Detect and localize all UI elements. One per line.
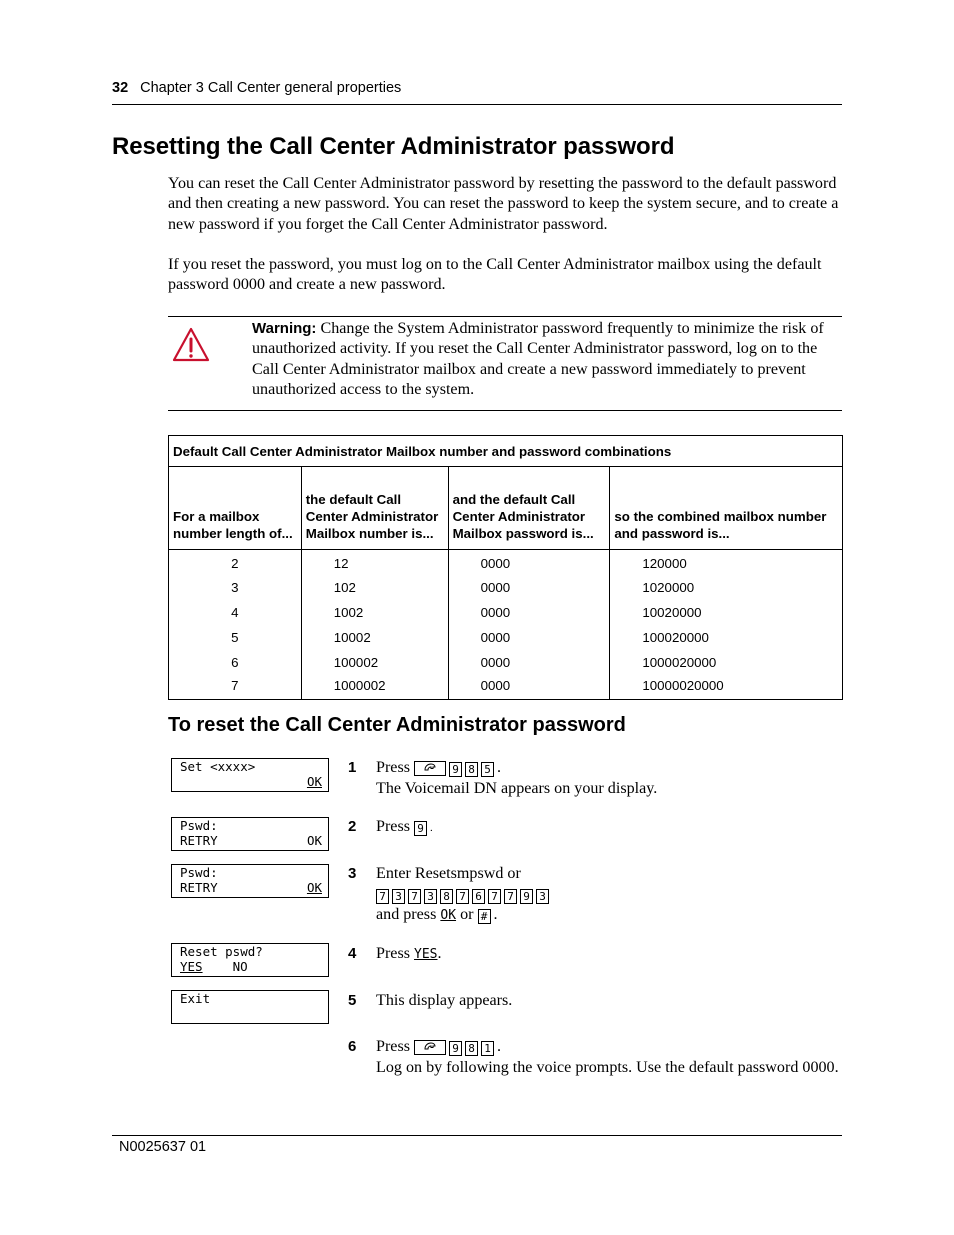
step-note: Log on by following the voice prompts. Use the default password 0000. xyxy=(376,1058,839,1076)
dial-key-sequence xyxy=(376,885,846,906)
dial-key-8[interactable]: 8 xyxy=(440,889,453,904)
table-cell: 1002 xyxy=(301,600,448,625)
table-cell: 100002 xyxy=(301,650,448,675)
dial-key-6[interactable]: 6 xyxy=(472,889,485,904)
step-punctuation: . xyxy=(497,759,502,776)
table-cell: 10020000 xyxy=(610,600,843,625)
table-cell: 0000 xyxy=(448,650,610,675)
table-row xyxy=(169,625,843,650)
step-punctuation: . xyxy=(497,1038,502,1055)
warning-label: Warning: xyxy=(252,320,317,337)
table-cell: 1000002 xyxy=(301,675,448,700)
footer-rule xyxy=(112,1135,842,1136)
warning-bottom-rule xyxy=(168,410,842,411)
dial-key-9[interactable]: 9 xyxy=(520,889,533,904)
table-row xyxy=(169,650,843,675)
table-cell: 0000 xyxy=(448,600,610,625)
ok-softkey-label[interactable]: OK xyxy=(440,908,457,924)
display-screen-step-1 xyxy=(171,758,329,792)
warning-text: Change the System Administrator password frequently to minimize the risk of unauthorized activity. If you reset the Call Center Administrator password, log on to the Call Center Administrator mailbox and create a new password immediately to prevent unauthorized access to the system. xyxy=(252,320,824,398)
display-text: Pswd: xyxy=(180,818,218,833)
table-cell: 102 xyxy=(301,575,448,600)
table-cell: 12 xyxy=(301,550,448,575)
display-text: Set <xxxx> xyxy=(180,759,256,774)
no-softkey[interactable]: NO xyxy=(232,959,248,974)
yes-softkey-label[interactable]: YES xyxy=(414,947,438,962)
warning-message xyxy=(252,319,844,400)
table-cell: 0000 xyxy=(448,575,610,600)
display-text: Exit xyxy=(180,991,211,1006)
table-cell: 6 xyxy=(169,650,302,675)
step-instruction: Press xyxy=(376,818,410,835)
dial-key-7[interactable]: 7 xyxy=(408,889,421,904)
step-instruction: or xyxy=(460,906,474,924)
hash-key[interactable]: # xyxy=(478,909,491,924)
step-number: 3 xyxy=(348,865,357,882)
display-text: Pswd: xyxy=(180,865,218,880)
column-header: For a mailbox number length of... xyxy=(169,467,302,550)
page-number: 32 xyxy=(112,80,129,96)
table-cell: 3 xyxy=(169,575,302,600)
column-header: so the combined mailbox number and password is... xyxy=(610,467,843,550)
step-number: 1 xyxy=(348,759,357,776)
ok-softkey[interactable]: OK xyxy=(306,880,322,895)
dial-key-8[interactable]: 8 xyxy=(465,1041,478,1056)
table-cell: 1020000 xyxy=(610,575,843,600)
dial-key-7[interactable]: 7 xyxy=(456,889,469,904)
dial-key-9[interactable]: 9 xyxy=(449,1041,462,1056)
table-cell: 2 xyxy=(169,550,302,575)
document-number: N0025637 01 xyxy=(119,1139,207,1155)
feature-key-icon[interactable] xyxy=(414,761,446,776)
step-1-text xyxy=(376,758,846,799)
step-2-text xyxy=(376,817,846,839)
procedure-title: To reset the Call Center Administrator password xyxy=(168,714,626,736)
dial-key-7[interactable]: 7 xyxy=(376,889,389,904)
display-screen-step-2 xyxy=(171,817,329,851)
display-screen-step-3 xyxy=(171,864,329,898)
dial-key-3[interactable]: 3 xyxy=(392,889,405,904)
table-row xyxy=(169,675,843,700)
step-number: 6 xyxy=(348,1038,357,1055)
ok-softkey[interactable]: OK xyxy=(306,774,322,789)
display-text: Reset pswd? xyxy=(180,944,263,959)
mailbox-password-table xyxy=(168,435,843,700)
table-cell: 10000020000 xyxy=(610,675,843,700)
table-cell: 10002 xyxy=(301,625,448,650)
dial-key-7[interactable]: 7 xyxy=(488,889,501,904)
header-rule xyxy=(112,104,842,105)
page-header xyxy=(112,80,401,96)
yes-softkey[interactable]: YES xyxy=(180,959,203,974)
display-screen-step-5 xyxy=(171,990,329,1024)
step-instruction: Press xyxy=(376,945,410,962)
table-cell: 120000 xyxy=(610,550,843,575)
table-caption: Default Call Center Administrator Mailbox number and password combinations xyxy=(169,436,843,467)
dial-key-9[interactable]: 9 xyxy=(449,762,462,777)
step-number: 2 xyxy=(348,818,357,835)
step-6-text xyxy=(376,1037,846,1078)
step-note: The Voicemail DN appears on your display. xyxy=(376,779,658,797)
table-cell: 0000 xyxy=(448,675,610,700)
table-cell: 0000 xyxy=(448,550,610,575)
step-instruction: and press xyxy=(376,906,437,924)
step-instruction: Press xyxy=(376,759,410,776)
table-cell: 7 xyxy=(169,675,302,700)
dial-key-7[interactable]: 7 xyxy=(504,889,517,904)
step-number: 4 xyxy=(348,945,357,962)
table-cell: 0000 xyxy=(448,625,610,650)
display-screen-step-4 xyxy=(171,943,329,977)
intro-paragraph: You can reset the Call Center Administrator password by resetting the password to the default password and then creating a new password. You can reset the password to keep the system secure, and to create a new password if you forget the Call Center Administrator password. xyxy=(168,175,839,233)
step-punctuation: . xyxy=(430,822,433,834)
table-cell: 100020000 xyxy=(610,625,843,650)
warning-triangle-icon xyxy=(172,327,210,362)
step-punctuation: . xyxy=(493,906,498,924)
page-title: Resetting the Call Center Administrator password xyxy=(112,133,675,160)
dial-key-5[interactable]: 5 xyxy=(481,762,494,777)
display-text: RETRY xyxy=(180,880,218,895)
step-3-text xyxy=(376,864,846,927)
feature-key-icon[interactable] xyxy=(414,1040,446,1055)
dial-key-3[interactable]: 3 xyxy=(424,889,437,904)
display-text: OK xyxy=(306,833,322,848)
dial-key-8[interactable]: 8 xyxy=(465,762,478,777)
table-row xyxy=(169,550,843,575)
table-cell: 1000020000 xyxy=(610,650,843,675)
table-cell: 4 xyxy=(169,600,302,625)
display-text: RETRY xyxy=(180,833,218,848)
dial-key-3[interactable]: 3 xyxy=(536,889,549,904)
reset-note-paragraph: If you reset the password, you must log on to the Call Center Administrator mailbox using the default password 0000 and create a new password. xyxy=(168,256,822,294)
table-row xyxy=(169,575,843,600)
column-header: and the default Call Center Administrator Mailbox password is... xyxy=(448,467,610,550)
warning-top-rule xyxy=(168,316,842,317)
step-punctuation: . xyxy=(437,945,442,962)
step-5-text: This display appears. xyxy=(376,992,513,1009)
step-4-text xyxy=(376,944,846,966)
dial-key-9[interactable]: 9 xyxy=(414,821,427,836)
table-row xyxy=(169,600,843,625)
step-instruction: Enter Resetsmpswd or xyxy=(376,865,521,882)
step-instruction: Press xyxy=(376,1038,410,1055)
table-cell: 5 xyxy=(169,625,302,650)
column-header: the default Call Center Administrator Mailbox number is... xyxy=(301,467,448,550)
dial-key-1[interactable]: 1 xyxy=(481,1041,494,1056)
chapter-title: Chapter 3 Call Center general properties xyxy=(140,80,402,96)
step-number: 5 xyxy=(348,992,357,1009)
